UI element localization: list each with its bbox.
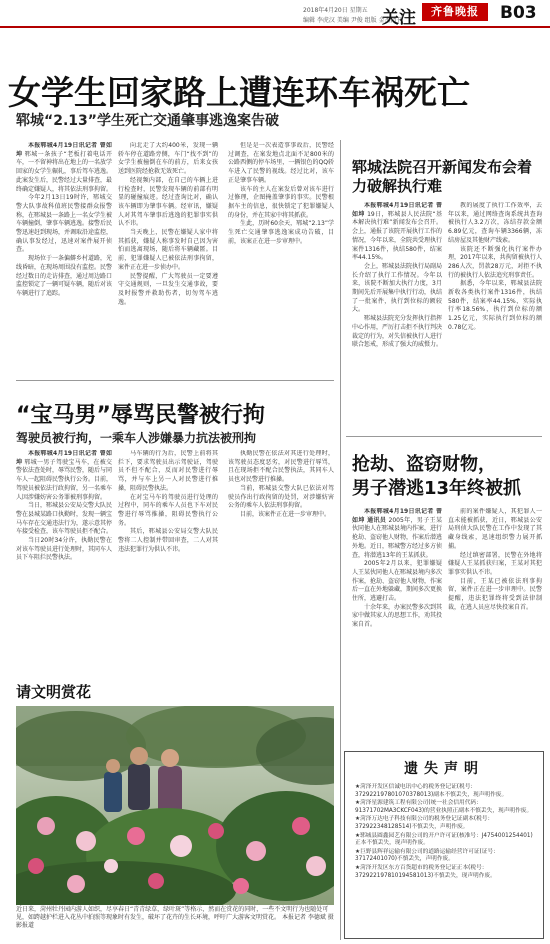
issue-date: 2018年4月20日 星期五	[303, 7, 368, 14]
notice-item: ★菏泽星源建筑工程有限公司(统一社会信用代码：91371702MA3CKCF043)的营业执照正副本不慎丢失，现声明作废。	[355, 800, 533, 814]
paragraph: 今年2月13日19时许，郓城交警大队事故科值班民警接群众报警称，在郓城县一条路上一名女学生被车辆撞倒，肇事车辆逃逸。接警后民警迅速赶到现场，并调取沿途监控，确认事发经过，迅速对案件展开侦查。	[16, 194, 112, 254]
paragraph: 但是是一次表造事事故后，民警经过调查，在案发地点北面不足800米的公路西侧的停车场里，一辆银色的QQ轿车进入了民警的视线。经过比对，该车正是肇事车辆。	[228, 142, 334, 184]
notice-title: 遗失声明	[404, 761, 484, 777]
section-divider	[16, 380, 334, 381]
bmw-story-col2	[118, 450, 218, 670]
photo-title: 请文明赏花	[16, 683, 92, 701]
main-headline: 女学生回家路上遭连环车祸死亡	[8, 73, 470, 112]
bmw-headline: “宝马男”辱骂民警被行拘	[16, 403, 265, 428]
court-headline: 郓城法院召开新闻发布会着力破解执行难	[352, 158, 533, 195]
paragraph: 本报郓城4月19日讯记者 曾如坤 通讯员 2005年，男子王某伙同他人在郓城县境内作案，进行抢劫、盗窃他人财物，作案后潜逃外地。近日，郓城警方经过多方侦查，将潜逃13年的王某抓获。	[352, 508, 442, 559]
page-number: B03	[500, 3, 537, 23]
dateline: 本报郓城4月19日讯记者 曾如坤	[352, 202, 442, 218]
paragraph: 当日20时34分许，执勤民警在对该车驾驶员进行处理时，其同车人员下车阻拦民警执法。	[16, 537, 112, 562]
paragraph: 2005年2月以来，犯罪嫌疑人王某伙同他人在郓城县境内多次作案，抢劫、盗窃他人财物，作案后一直在外地躲藏，期间多次更换住所，逃避打击。	[352, 560, 442, 603]
paragraph: 本报郓城4月19日讯记者 曾如坤 郓城一条孩子“老板打着电话开车，一不留神将出在地上的一名放学回家的女学生辗轧，事后驾车逃逸。此案发生后，民警经过大量排查，最终确定嫌疑人，将其依法刑事拘留。	[16, 142, 112, 193]
paragraph: 经过缜密部署，民警在外地将嫌疑人王某抓获归案，王某对其犯罪事实供认不讳。	[448, 551, 542, 576]
court-story-col1	[352, 202, 442, 434]
paragraph: 生此，历时60余天，郓城“2.13”学生死亡交通肇事逃逸案成功告破，目前，该案正在进一步审理中。	[228, 220, 334, 245]
notice-item: ★郓城县圆鑫园艺有限公司的开户许可证(核准号：J4754001254401)正本不慎丢失，现声明作废。	[355, 832, 533, 847]
paragraph: 执勤民警在依法对其进行处理时，该驾驶员态度恶劣，对民警进行辱骂，且在现场拒不配合民警执法，其同车人员也对民警进行推搡。	[228, 450, 334, 484]
paragraph: 经视频内部，在自己的车辆上进行检查时，民警发现车辆的前部有明显的碰撞痕迹。经过查询比对，确认该车辆即为肇事车辆。经审讯，嫌疑人对其驾车肇事后逃逸的犯罪事实供认不讳。	[118, 176, 218, 228]
newspaper-logo: 齐鲁晚报	[422, 3, 488, 21]
paragraph: 目前，该案件正在进一步审理中。	[240, 510, 331, 518]
peony-garden-photo	[16, 706, 334, 905]
lost-notice-box	[344, 751, 544, 939]
paragraph: 马车辆的行为后，民警上前将其拦下，要求驾驶员出示驾驶证，驾驶员不但不配合，反而对民警进行辱骂，并与车上另一人对民警进行推搡，阻碍民警执法。	[118, 450, 218, 492]
paragraph: 现场位于一条偏僻乡村道路，光线昏暗，在现场周围没有监控。民警经过数日的走访排查，通过周边路口监控锁定了一辆可疑车辆，随后对该车辆进行了追踪。	[16, 255, 112, 297]
paragraph: 教的展度了执行工作效率，去年以来，通过网络查询系统共查询被执行人3.2万次，冻结存款金额6.89亿元，查询车辆3366辆，冻结房屋及其他财产线索。	[448, 202, 542, 244]
theft-headline: 抢劫、盗窃财物，	[352, 454, 496, 475]
paragraph: 会上，郓城县法院执行局副局长介绍了执行工作情况。今年以来，该院不断加大执行力度，3月期间先后开展集中执行行动，执结了一批案件，执行到位标的额较大。	[352, 262, 442, 314]
notice-item: ★巨野县辉祥运输有限公司的道路运输经营许可证(证号：37172401070)不慎丢失，声明作废。	[355, 848, 499, 863]
editor-credits: 编辑 李虎汉 美编 尹俊 组版 金杰清刊	[303, 17, 403, 24]
bmw-story-col1	[16, 450, 112, 670]
paragraph: 当天晚上，民警在嫌疑人家中将其抓获，嫌疑人称事发时自己因为害怕而逃离现场，随后将车辆藏匿。目前，犯罪嫌疑人已被依法刑事拘留，案件正在进一步侦办中。	[118, 229, 218, 271]
photo-credit: 本报记者 李德斌 摄影报道	[16, 914, 334, 929]
page-header	[0, 0, 550, 28]
paragraph: 郓城县法院充分发挥执行指挥中心作用，严厉打击拒不执行判决裁定的行为，对失信被执行人进行联合惩戒，形成了强大的威慑力。	[352, 315, 442, 349]
notice-item: ★菏泽开发区东方百货超市的税务登记证正本(税号：372922197810194581013)不慎丢失，现声明作废。	[355, 864, 496, 879]
section-divider	[346, 436, 542, 437]
main-story-col3	[228, 142, 334, 374]
section-title: 关注	[382, 8, 416, 28]
photo-caption: 近日来，菏州牡丹园内游人如织，尽享春日“青青绿草，绿叶斑”等格示，然而在赏花的同时，一些不文明行为也随处可见，如跨越护栏进入花丛中拍照等现象时有发生，破坏了花卉的生长环境，呼吁广大游客文明赏花。 本报记者 李德斌 摄影报道	[16, 906, 334, 929]
paragraph: 目前，王某已被依法刑事拘留，案件正在进一步审理中。民警提醒，违法犯罪终将受到法律制裁，在逃人员应尽快投案自首。	[448, 577, 542, 611]
main-story-col2	[118, 142, 218, 374]
paragraph: 前的案件嫌疑人，其犯罪人一直未能被抓获，近日，郓城县公安局刑侦大队民警在工作中发现了其藏身线索，迅速组织警力展开抓捕。	[448, 508, 542, 550]
theft-headline-line2: 男子潜逃13年终被抓	[352, 478, 522, 499]
bmw-subheadline: 驾驶员被行拘，一乘车人涉嫌暴力抗法被刑拘	[16, 431, 257, 445]
dateline: 本报郓城4月19日讯记者 曾如坤 通讯员	[352, 508, 442, 524]
paragraph: 该车的主人在案发后曾对该车进行过修理，企图掩盖肇事的事实。民警根据车主的信息，很快锁定了犯罪嫌疑人的身份，并在其家中将其抓获。	[228, 185, 334, 219]
paragraph: 十余年来，办案民警多次到其家中做其家人的思想工作，劝其投案自首。	[352, 603, 442, 629]
paragraph: 本报郓城4月19日讯记者 曾如坤 郓城一男子驾驶宝马车，在被交警依法查处时，辱骂民警，随后与同车人一起阻碍民警执行公务。目前，驾驶员被依法行政拘留，另一名乘车人因涉嫌妨害公务罪被刑事拘留。	[16, 450, 112, 501]
paragraph: 其后，郓城县公安局交警大队民警将二人控制并带回审查，二人对其违法犯罪行为供认不讳。	[118, 528, 218, 553]
paragraph: 当前，郓城县交警大队已依法对驾驶员作出行政拘留的处罚，对涉嫌妨害公务的乘车人依法刑事拘留。	[228, 484, 334, 510]
dateline: 本报郓城4月19日讯记者 曾如坤	[16, 142, 112, 158]
paragraph: 据悉，今年以来，郓城县法院新收各类执行案件1316件，执结580件，结案率44.15%，实际执行率18.56%，执行到位标的额1.25亿元，实际执行到位标的额0.78亿元。	[448, 280, 542, 331]
theft-story-col2	[448, 508, 542, 744]
main-story-col1	[16, 142, 112, 374]
notice-body	[355, 784, 535, 881]
notice-item: ★菏泽万达电子科技有限公司的税务登记证副本(税号：372922348128514)不慎丢失，声明作废。	[355, 816, 494, 830]
notice-item: ★菏泽开发区信诚电讯中心的税务登记证(税号：372922197801070378013)副本不慎丢失，现声明作废。	[355, 784, 508, 798]
column-divider	[340, 140, 341, 940]
paragraph: 该院还不断强化执行案件办理，2017年以来，共拘留被执行人286人次，罚款28万元，对拒不执行的被执行人依法追究刑事责任。	[448, 245, 542, 279]
court-story-col2	[448, 202, 542, 434]
dateline: 本报郓城4月19日讯记者 曾如坤	[16, 450, 112, 466]
paragraph: 当日，郓城县公安局交警大队民警在县城某路口执勤时，发现一辆宝马车存在交通违法行为，遂示意其停车接受检查，该车驾驶员拒不配合。	[16, 502, 112, 536]
main-subheadline: 郓城“2.13”学生死亡交通肇事逃逸案告破	[16, 113, 279, 129]
bmw-story-col3	[228, 450, 334, 670]
theft-story-col1	[352, 508, 442, 744]
paragraph: 民警提醒，广大驾驶员一定要遵守交通规则，一旦发生交通事故，要及时报警并救助伤者，切勿驾车逃逸。	[118, 272, 218, 306]
paragraph: 在对宝马车的驾驶员进行处理的过程中，同车的乘车人员也下车对民警进行辱骂推搡，阻碍民警执行公务。	[118, 493, 218, 527]
paragraph: 本报郓城4月19日讯记者 曾如坤 19日，郓城县人民法院“基本解决执行难”新闻发布会召开。会上，通报了该院开展执行工作的情况，今年以来，全院共受理执行案件1316件，执结580件，结案率44.15%。	[352, 202, 442, 262]
paragraph: 向北走了大约400米，发现一辆轿车停在道路旁侧，车门“找不到”的女学生被撞倒在车的前方，后来女孩送到医院经抢救无效死亡。	[118, 142, 218, 176]
